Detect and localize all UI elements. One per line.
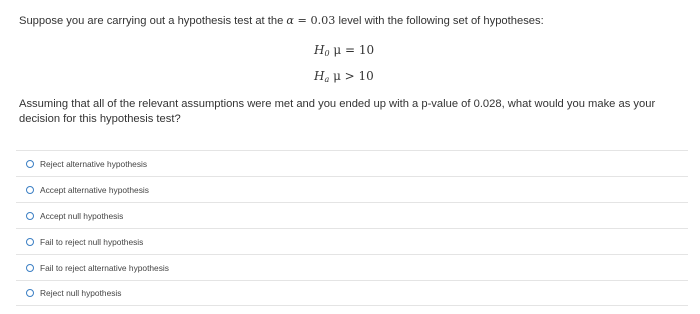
alt-hypothesis-symbol: H [314,69,325,83]
option-reject-null[interactable] [16,280,688,306]
intro-text-after-alpha: level with the following set of hypotheses: [335,15,544,27]
radio-button[interactable] [26,160,34,168]
null-hypothesis-statement: μ = 10 [329,43,375,57]
option-label: Fail to reject null hypothesis [40,236,144,247]
option-label: Reject alternative hypothesis [40,158,148,169]
null-hypothesis [314,43,374,58]
alt-hypothesis-statement: μ > 10 [329,69,374,83]
question-body: Assuming that all of the relevant assumptions were met and you ended up with a p-value of 0.028, what would you make as your decision for this hypothesis test? [19,98,656,125]
question-intro [19,14,544,28]
radio-button[interactable] [26,212,34,220]
intro-text-before-alpha: Suppose you are carrying out a hypothesis test at the [19,15,287,27]
option-label: Accept alternative hypothesis [40,184,149,195]
answer-options [16,150,688,306]
alpha-value: = 0.03 [293,14,336,27]
null-hypothesis-subscript: 0 [324,49,330,58]
alternative-hypothesis [314,69,374,84]
radio-button[interactable] [26,289,34,297]
null-hypothesis-symbol: H [314,43,325,57]
radio-button[interactable] [26,238,34,246]
option-accept-alternative[interactable] [16,176,688,202]
option-accept-null[interactable] [16,202,688,228]
option-fail-to-reject-null[interactable] [16,228,688,254]
option-label: Fail to reject alternative hypothesis [40,262,169,273]
radio-button[interactable] [26,186,34,194]
alpha-symbol: α [286,14,294,27]
option-label: Accept null hypothesis [40,210,124,221]
option-reject-alternative[interactable] [16,150,688,176]
option-fail-to-reject-alternative[interactable] [16,254,688,280]
option-label: Reject null hypothesis [40,288,122,298]
alt-hypothesis-subscript: a [324,75,330,84]
radio-button[interactable] [26,264,34,272]
